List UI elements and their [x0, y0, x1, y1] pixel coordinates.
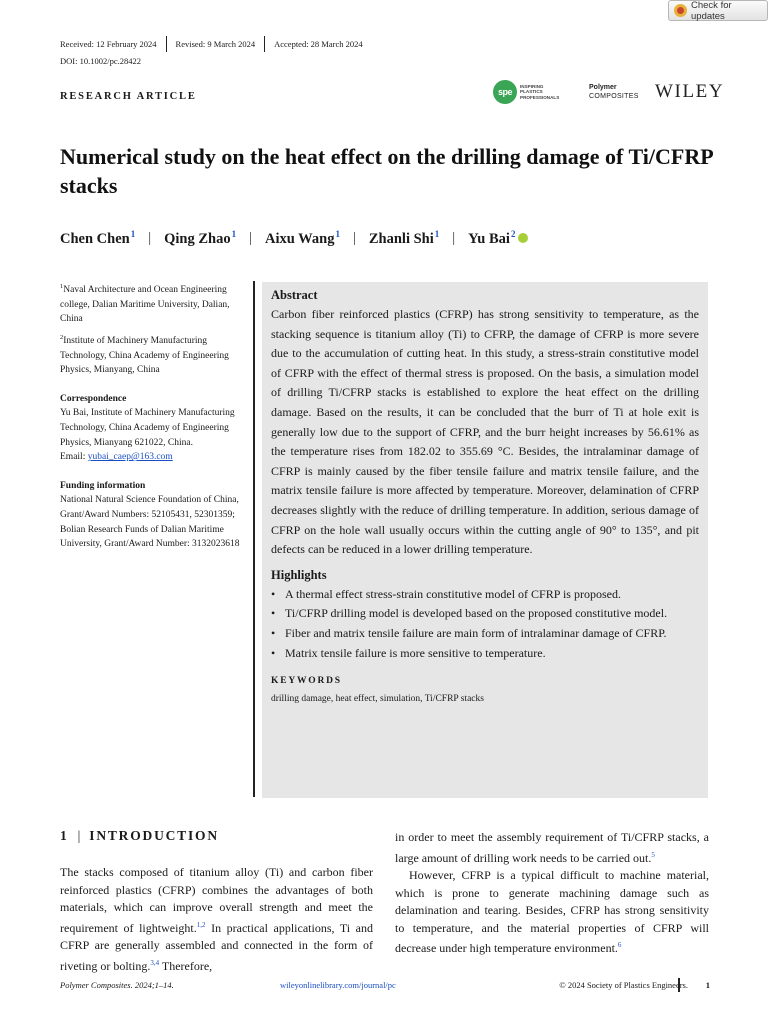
page-number: 1 [705, 980, 710, 990]
crossmark-icon [674, 4, 687, 17]
received-date: Received: 12 February 2024 [60, 39, 157, 49]
author[interactable]: Chen Chen$^1$ [60, 229, 136, 247]
journal-logo: Polymer COMPOSITES [589, 84, 639, 100]
page-footer [60, 980, 710, 990]
citation-link[interactable]: 6 [617, 941, 622, 949]
citation-link[interactable]: 1,2 [196, 920, 206, 929]
author[interactable]: Zhanli Shi$^1$ [368, 229, 440, 247]
body-text-right: in order to meet the assembly requirement of Ti/CFRP stacks, a large amount of drilling work needs to be carried out.$^5$ However, CFRP is a typical difficult to machine material, which is prone to generate machining damage such as delamination and tearing. Besides, CFRP has strong sensitivity to temperature, and the material properties of CFRP will decrease under high temperature environment.$^6$ [395, 830, 709, 955]
highlight-item: • A thermal effect stress-strain constitutive model of CFRP is proposed. [271, 585, 699, 605]
email-link[interactable]: yubai_caep@163.com [87, 452, 173, 463]
spe-tagline: INSPIRING PLASTICS PROFESSIONALS [520, 84, 560, 100]
highlight-item: • Ti/CFRP drilling model is developed based on the proposed constitutive model. [271, 604, 699, 624]
keywords-text: drilling damage, heat effect, simulation, Ti/CFRP stacks [271, 694, 484, 705]
publisher-logos [493, 78, 724, 106]
article-info-column [60, 280, 246, 563]
check-for-updates-label: Check for updates [691, 0, 732, 22]
article-type: RESEARCH ARTICLE [60, 91, 197, 102]
check-for-updates-button[interactable] [668, 0, 768, 21]
abstract-text: Carbon fiber reinforced plastics (CFRP) has strong sensitivity to temperature, as the stacking sequence is titanium alloy (Ti) to CFRP, the damage of CFRP is more severe due to the accumulation of cutting heat. In this study, a stress-strain constitutive model of CFRP with the effect of thermal stress is proposed. On the basis, a simulation model of drilling Ti/CFRP stacks is established to explore the heat effect on the drilling damage. Based on the results, it can be concluded that the burr of Ti at hole exit is generally low due to the support of CFRP, and the burr height increases by 56.61% as the temperature rises from 182.02 to 355.69 °C. Besides, the intralaminar damage of CFRP is mainly caused by the fiber tensile failure and matrix tensile failure, and the matrix tensile failure is more affected by temperature. Moreover, delamination of CFRP decreases slightly with the reduce of drilling temperature. In addition, serious damage of CFRP on the hole wall usually occurs within the cutting angle of 90° to 135°, and pit defects can be reduced in a lower drilling temperature. [271, 307, 699, 557]
doi: DOI: 10.1002/pc.28422 [60, 56, 141, 66]
highlight-item: • Fiber and matrix tensile failure are main form of intralaminar damage of CFRP. [271, 624, 699, 644]
revised-date: Revised: 9 March 2024 [166, 36, 265, 52]
citation-link[interactable]: 5 [651, 850, 655, 859]
journal-citation: Polymer Composites. 2024;1–14. [60, 980, 174, 990]
correspondence: Correspondence Yu Bai, Institute of Machinery Manufacturing Technology, China Academy of Engineering Physics, Mianyang 621022, China. Email: yubai_caep@163.com [60, 393, 235, 463]
author[interactable]: Qing Zhao$^1$ [164, 229, 237, 247]
abstract-box [262, 282, 708, 798]
author[interactable]: Aixu Wang$^1$ [265, 229, 340, 247]
author[interactable]: Yu Bai$^2$ [468, 229, 516, 247]
affiliation: $^1$Naval Architecture and Ocean Engineering college, Dalian Maritime University, Dalian, China [60, 283, 230, 325]
funding-information: Funding information National Natural Science Foundation of China, Grant/Award Numbers: 52105431, 52301359; Bolian Research Funds of Dalian Maritime University, Grant/Award Number: 3132023618 [60, 480, 240, 550]
copyright: © 2024 Society of Plastics Engineers. [559, 980, 688, 990]
highlights-list [271, 585, 699, 663]
article-title: Numerical study on the heat effect on the drilling damage of Ti/CFRP stacks [60, 144, 713, 198]
spe-logo: spe [493, 80, 517, 104]
highlights-heading: Highlights [271, 567, 327, 582]
citation-link[interactable]: 3,4 [150, 958, 160, 967]
keywords-heading: KEYWORDS [271, 676, 342, 687]
article-history [60, 36, 372, 52]
abstract-heading: Abstract [271, 288, 318, 302]
accepted-date: Accepted: 28 March 2024 [264, 36, 372, 52]
body-text-left: The stacks composed of titanium alloy (Ti) and carbon fiber reinforced plastics (CFRP) combines the advantages of both materials, which can improve overall strength and meet the requirement of lightweight.$^{1,2}$ In practical applications, Ti and CFRP are generally assembled and connected in the form of riveting or bolting.$^{3,4}$ Therefore, [60, 865, 373, 973]
wiley-logo: WILEY [655, 81, 725, 102]
affiliation: $^2$Institute of Machinery Manufacturing Technology, China Academy of Engineering Physics, Mianyang, China [60, 333, 229, 376]
author-list: Chen Chen$^1$ | Qing Zhao$^1$ | Aixu Wang$^1$ | Zhanli Shi$^1$ | Yu Bai$^2$ [60, 229, 528, 248]
orcid-icon[interactable] [518, 233, 528, 243]
highlight-item: • Matrix tensile failure is more sensitive to temperature. [271, 644, 699, 664]
column-divider [253, 281, 255, 797]
section-heading: 1 | INTRODUCTION [60, 828, 219, 843]
journal-url-link[interactable]: wileyonlinelibrary.com/journal/pc [280, 980, 396, 990]
